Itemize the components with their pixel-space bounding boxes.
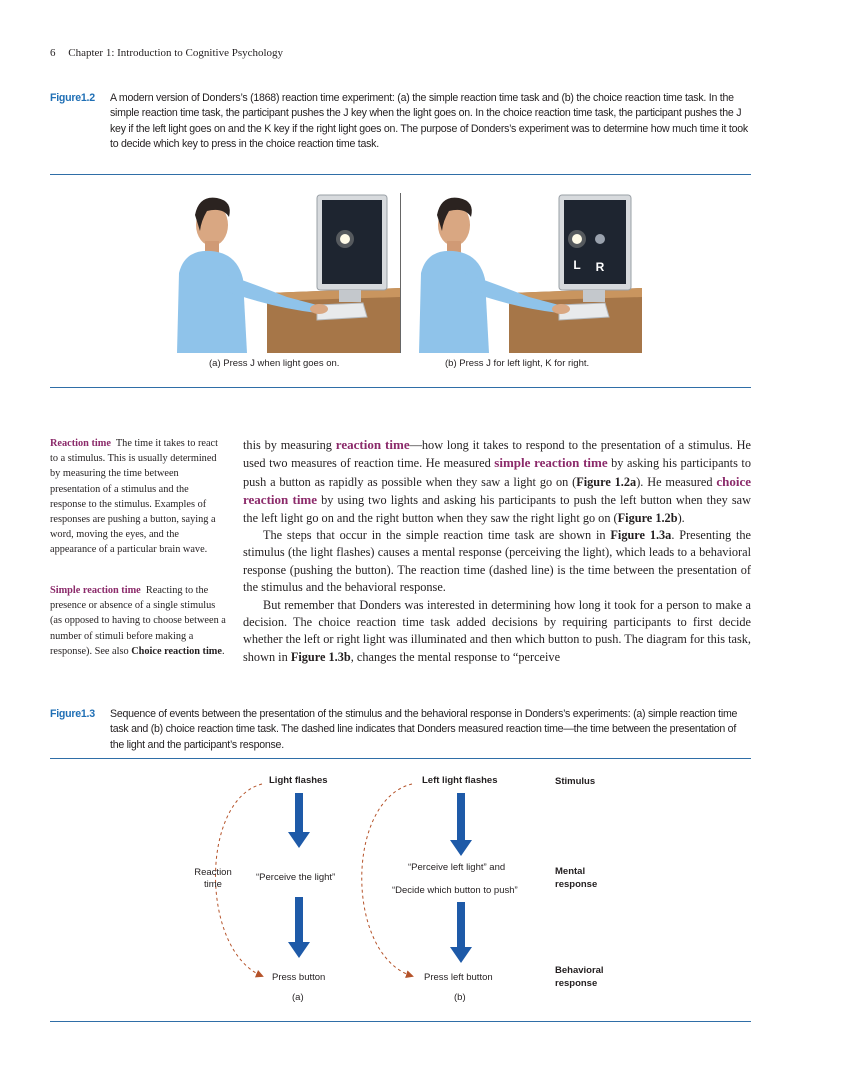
tag-b: (b) — [454, 992, 466, 1003]
glossary-see-also: Choice reaction time — [131, 645, 222, 657]
page-number: 6 — [50, 47, 56, 59]
figure-ref: Figure 1.2b — [617, 510, 678, 525]
row-label-line: response — [555, 879, 598, 890]
reaction-time-label-line: time — [204, 879, 222, 890]
text-run: this by measuring — [243, 438, 336, 452]
key-term: simple reaction time — [494, 455, 608, 471]
figure-ref: Figure 1.3b — [290, 649, 351, 664]
tag-a: (a) — [292, 992, 304, 1003]
row-label-line: Mental — [555, 866, 586, 877]
figure-caption-text: A modern version of Donders’s (1868) reaction time experiment: (a) the simple reaction time task and (b) the choice reaction time task. In the simple reaction time task, the participant pushes the J key when the light goes on. In the choice reaction time task, the participant pushes the J key if the left light goes on and the K key if the right light goes on. The purpose of Donders’s experiment was to determine how much time it took to decide which key to press in the choice reaction time task. — [110, 92, 748, 150]
mental-a: “Perceive the light” — [256, 872, 336, 883]
figure-label: Figure1.2 — [50, 92, 95, 104]
text-run: But remember that Donders was interested in determining how long it took for a person to make a decision. The choice reaction time task added decisions by requiring participants to first decide whether the left or right light was illuminated and then which button to push. The diagram for this task, shown in — [243, 597, 751, 664]
figure-label: Figure1.3 — [50, 708, 95, 720]
key-term: choice reaction time — [243, 473, 752, 508]
row-label-line: Behavioral — [555, 965, 604, 976]
arrow-down-icon — [450, 902, 472, 963]
mental-b-line1: “Perceive left light” and — [408, 862, 506, 873]
stimulus-b: Left light flashes — [422, 775, 498, 786]
reaction-time-dashed-line — [362, 784, 412, 976]
reaction-time-label — [192, 867, 234, 891]
panel-a-label: (a) Press J when light goes on. — [209, 358, 340, 369]
mental-b-line2: “Decide which button to push” — [392, 885, 518, 896]
figure-caption-text: Sequence of events between the presentation of the stimulus and the behavioral response in Donders’s experiments: (a) simple reaction time task and (b) choice reaction time task. The dashed line indicates that Donders measured reaction time—the time between the presentation of the light and the participant’s response. — [110, 708, 738, 751]
glossary-term: Simple reaction time — [50, 585, 141, 596]
panel-b-label: (b) Press J for left light, K for right. — [445, 358, 590, 369]
glossary-definition: The time it takes to react to a stimulus. This is usually determined by measuring the time between presentation of a stimulus and the response to the stimulus. Examples of responses are pushing a button, saying a word, moving the eyes, and the appearance of a particular brain wave. — [50, 438, 218, 556]
text-run: The steps that occur in the simple reaction time task are shown in — [263, 528, 611, 543]
figure-ref: Figure 1.2a — [576, 474, 637, 489]
text-run: , changes the mental response to “perceive — [350, 649, 561, 664]
screen-letter-left: L — [573, 258, 581, 272]
glossary-definition: Reacting to the presence or absence of a single stimulus (as opposed to having to choose between a number of stimuli before making a response). See also — [50, 585, 226, 657]
rule — [50, 1021, 751, 1022]
row-label-behavioral — [555, 964, 604, 990]
figure-ref: Figure 1.3a — [610, 528, 672, 543]
behavior-a: Press button — [272, 972, 326, 983]
glossary-end: . — [221, 645, 225, 657]
text-run: by using two lights and asking his participants to push the left button when they saw the left light go on and the right button when they saw the right light go on ( — [243, 493, 751, 525]
row-label-line: response — [555, 978, 598, 989]
key-term: reaction time — [335, 437, 410, 452]
row-label-stimulus: Stimulus — [555, 776, 596, 787]
stimulus-a: Light flashes — [269, 775, 328, 786]
behavior-b: Press left button — [424, 972, 493, 983]
text-run: by asking his participants to push a button as rapidly as possible when they saw a light go on ( — [243, 456, 751, 489]
screen-letter-right: R — [595, 260, 605, 274]
arrow-down-icon — [288, 793, 310, 848]
glossary-term: Reaction time — [50, 438, 111, 449]
chapter-title: Chapter 1: Introduction to Cognitive Psychology — [68, 47, 284, 59]
reaction-time-label-line: Reaction — [194, 867, 232, 878]
text-run: ). — [677, 510, 685, 525]
row-label-mental — [555, 865, 597, 891]
text-run: —how long it takes to respond to the presentation of a stimulus. He used two measures of reaction time. He measured — [243, 438, 751, 471]
text-run: . Presenting the stimulus (the light flashes) causes a mental response (perceiving the light), which leads to a behavioral response (pushing the button). The reaction time (dashed line) is the time between the presentation of the stimulus and the behavioral response. — [243, 528, 751, 595]
arrow-down-icon — [288, 897, 310, 958]
arrow-down-icon — [450, 793, 472, 856]
text-run: ). He measured — [636, 474, 717, 489]
